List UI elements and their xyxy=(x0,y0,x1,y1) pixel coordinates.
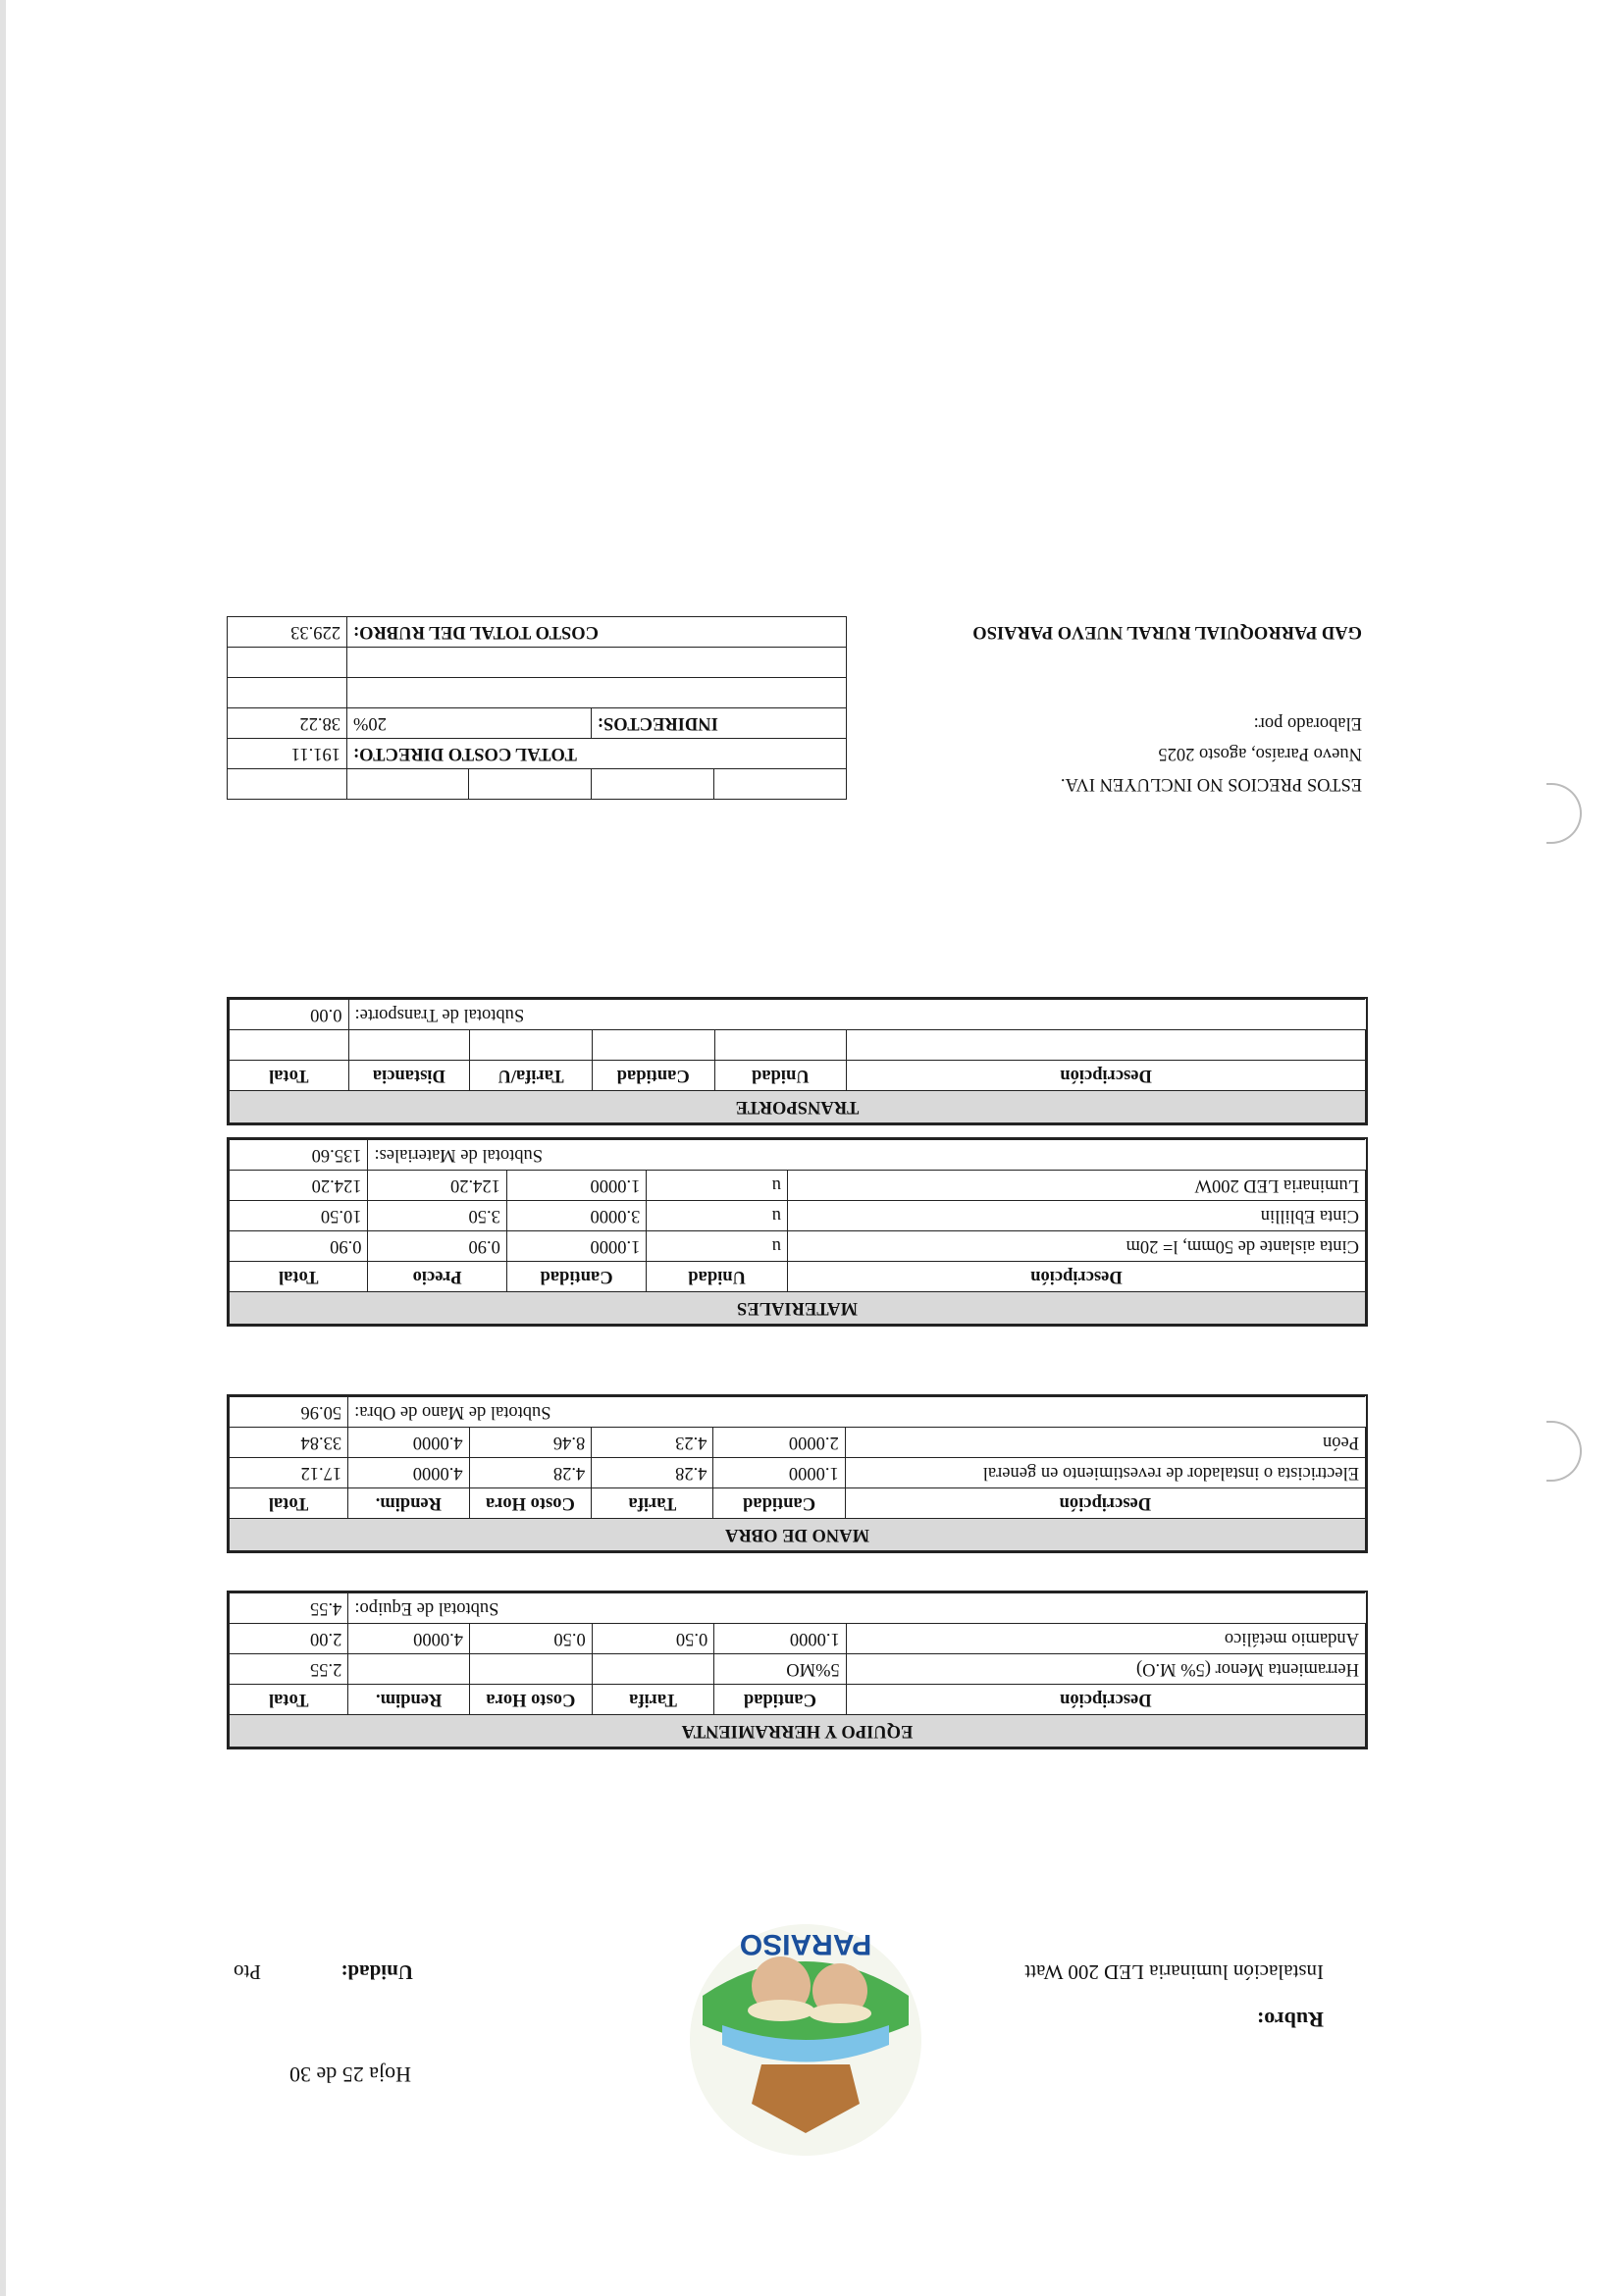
col-header: Total xyxy=(230,1488,348,1519)
cell-empty xyxy=(346,769,468,800)
cell-total: 2.00 xyxy=(230,1624,348,1654)
punch-hole xyxy=(1546,783,1582,844)
cell-costo-hora xyxy=(469,1654,592,1685)
cell-empty xyxy=(714,1030,847,1061)
col-header: Cantidad xyxy=(713,1488,845,1519)
cell-descripcion: Andamio metálico xyxy=(846,1624,1365,1654)
cell-unidad: u xyxy=(647,1201,788,1231)
cell-rendim: 4.0000 xyxy=(348,1458,469,1488)
transporte-table xyxy=(229,999,1366,1123)
cell-unidad: u xyxy=(647,1171,788,1201)
table-row xyxy=(230,1654,1366,1685)
entity-name: GAD PARROQUIAL RURAL NUEVO PARAISO xyxy=(972,622,1362,642)
col-header: Cantidad xyxy=(506,1262,647,1292)
subtotal-label: Subtotal de Mano de Obra: xyxy=(348,1397,1366,1428)
page-counter: Hoja 25 de 30 xyxy=(288,2062,411,2087)
cell-cantidad: 3.0000 xyxy=(506,1201,647,1231)
materiales-header-row xyxy=(230,1262,1366,1292)
total-directo-label: TOTAL COSTO DIRECTO: xyxy=(346,739,846,769)
indirectos-pct: 20% xyxy=(346,708,591,739)
cell-descripcion: Luminaria LED 200W xyxy=(787,1171,1365,1201)
materiales-section xyxy=(227,1137,1368,1327)
cell-descripcion: Electricista o instalador de revestimiento en general xyxy=(845,1458,1365,1488)
cell-cantidad: 1.0000 xyxy=(713,1458,845,1488)
transporte-section xyxy=(227,997,1368,1125)
cell-costo-hora: 4.28 xyxy=(469,1458,592,1488)
subtotal-value: 0.00 xyxy=(230,1000,349,1030)
cell-empty xyxy=(346,678,846,708)
subtotal-row xyxy=(230,1397,1366,1428)
cell-costo-hora: 8.46 xyxy=(469,1428,592,1458)
subtotal-value: 4.55 xyxy=(230,1593,348,1624)
subtotal-row xyxy=(230,1140,1366,1171)
col-header: Total xyxy=(230,1061,349,1091)
subtotal-value: 50.96 xyxy=(230,1397,348,1428)
cell-unidad: u xyxy=(647,1231,788,1262)
cell-costo-hora: 0.50 xyxy=(469,1624,592,1654)
cell-empty xyxy=(713,769,846,800)
cell-precio: 124.20 xyxy=(368,1171,506,1201)
cell-empty xyxy=(470,1030,593,1061)
subtotal-label: Subtotal de Equipo: xyxy=(348,1593,1366,1624)
col-header: Costo Hora xyxy=(469,1685,592,1715)
svg-text:PARAISO: PARAISO xyxy=(739,1928,872,1960)
total-directo-value: 191.11 xyxy=(228,739,347,769)
table-row xyxy=(230,1171,1366,1201)
costo-total-value: 229.33 xyxy=(228,617,347,648)
col-header: Costo Hora xyxy=(469,1488,592,1519)
col-header: Unidad xyxy=(714,1061,847,1091)
cell-rendim: 4.0000 xyxy=(348,1428,469,1458)
col-header: Precio xyxy=(368,1262,506,1292)
col-header: Descripción xyxy=(846,1685,1365,1715)
cell-empty xyxy=(468,769,591,800)
punch-hole xyxy=(1546,1421,1582,1482)
table-row xyxy=(230,1231,1366,1262)
col-header: Cantidad xyxy=(714,1685,847,1715)
cell-descripcion: Cinta aislante de 50mm, l= 20m xyxy=(787,1231,1365,1262)
cell-empty xyxy=(847,1030,1366,1061)
cell-cantidad: 1.0000 xyxy=(714,1624,847,1654)
cell-empty xyxy=(346,648,846,678)
cell-cantidad: 2.0000 xyxy=(713,1428,845,1458)
cell-total: 10.50 xyxy=(230,1201,368,1231)
col-header: Tarifa xyxy=(592,1488,713,1519)
totals-table xyxy=(227,616,1368,800)
rubro-label: Rubro: xyxy=(1256,2008,1324,2032)
cell-rendim xyxy=(348,1654,470,1685)
mano-obra-section xyxy=(227,1394,1368,1553)
col-header: Descripción xyxy=(787,1262,1365,1292)
equipo-title: EQUIPO Y HERRAMIENTA xyxy=(230,1715,1366,1748)
cell-rendim: 4.0000 xyxy=(348,1624,470,1654)
cell-descripcion: Cinta Eblillin xyxy=(787,1201,1365,1231)
indirectos-label: INDIRECTOS: xyxy=(591,708,846,739)
transporte-title: TRANSPORTE xyxy=(230,1091,1366,1123)
equipo-header-row xyxy=(230,1685,1366,1715)
table-row xyxy=(230,1030,1366,1061)
cell-descripcion: Peón xyxy=(845,1428,1365,1458)
col-header: Rendim. xyxy=(348,1685,470,1715)
mano-obra-table xyxy=(229,1396,1366,1551)
scan-edge xyxy=(0,0,6,2296)
table-row xyxy=(230,1624,1366,1654)
cell-cantidad: 5%MO xyxy=(714,1654,847,1685)
cell-empty xyxy=(348,1030,470,1061)
cell-precio: 3.50 xyxy=(368,1201,506,1231)
col-header: Rendim. xyxy=(348,1488,469,1519)
cell-empty xyxy=(592,1030,714,1061)
col-header: Total xyxy=(230,1262,368,1292)
col-header: Descripción xyxy=(847,1061,1366,1091)
equipo-section xyxy=(227,1591,1368,1749)
mano-obra-title: MANO DE OBRA xyxy=(230,1519,1366,1551)
cell-empty xyxy=(228,769,347,800)
cell-total: 33.84 xyxy=(230,1428,348,1458)
cell-tarifa: 4.28 xyxy=(592,1458,713,1488)
logo xyxy=(683,1917,928,2163)
cell-descripcion: Herramienta Menor (5% M.O) xyxy=(846,1654,1365,1685)
subtotal-label: Subtotal de Transporte: xyxy=(348,1000,1365,1030)
col-header: Tarifa/U xyxy=(470,1061,593,1091)
materiales-table xyxy=(229,1139,1366,1325)
indirectos-value: 38.22 xyxy=(228,708,347,739)
unidad-value: Pto xyxy=(233,1960,261,1984)
cell-total: 0.90 xyxy=(230,1231,368,1262)
subtotal-label: Subtotal de Materiales: xyxy=(368,1140,1366,1171)
cell-cantidad: 1.0000 xyxy=(506,1231,647,1262)
col-header: Cantidad xyxy=(592,1061,714,1091)
col-header: Descripción xyxy=(845,1488,1365,1519)
rubro-value: Instalación luminaria LED 200 Watt xyxy=(1024,1960,1324,1984)
equipo-table xyxy=(229,1592,1366,1748)
col-header: Distancia xyxy=(348,1061,470,1091)
cell-cantidad: 1.0000 xyxy=(506,1171,647,1201)
table-row xyxy=(230,1201,1366,1231)
elaborado-label: Elaborado por: xyxy=(1253,713,1362,733)
table-row xyxy=(230,1428,1366,1458)
cell-precio: 0.90 xyxy=(368,1231,506,1262)
cell-total: 124.20 xyxy=(230,1171,368,1201)
subtotal-value: 135.60 xyxy=(230,1140,368,1171)
cell-total: 17.12 xyxy=(230,1458,348,1488)
unidad-label: Unidad: xyxy=(340,1960,413,1984)
costo-total-label: COSTO TOTAL DEL RUBRO: xyxy=(346,617,846,648)
totals-footer xyxy=(227,616,1368,800)
cell-empty xyxy=(591,769,713,800)
cell-tarifa: 4.23 xyxy=(592,1428,713,1458)
place-date: Nuevo Paraíso, agosto 2025 xyxy=(1158,744,1362,763)
cell-total: 2.55 xyxy=(230,1654,348,1685)
cell-empty xyxy=(228,678,347,708)
cell-tarifa xyxy=(592,1654,713,1685)
table-row xyxy=(230,1458,1366,1488)
subtotal-row xyxy=(230,1000,1366,1030)
materiales-title: MATERIALES xyxy=(230,1292,1366,1325)
iva-note: ESTOS PRECIOS NO INCLUYEN IVA. xyxy=(1060,774,1362,794)
cell-empty xyxy=(230,1030,349,1061)
cell-empty xyxy=(228,648,347,678)
col-header: Unidad xyxy=(647,1262,788,1292)
subtotal-row xyxy=(230,1593,1366,1624)
col-header: Total xyxy=(230,1685,348,1715)
transporte-header-row xyxy=(230,1061,1366,1091)
mano-obra-header-row xyxy=(230,1488,1366,1519)
cell-tarifa: 0.50 xyxy=(592,1624,713,1654)
col-header: Tarifa xyxy=(592,1685,713,1715)
